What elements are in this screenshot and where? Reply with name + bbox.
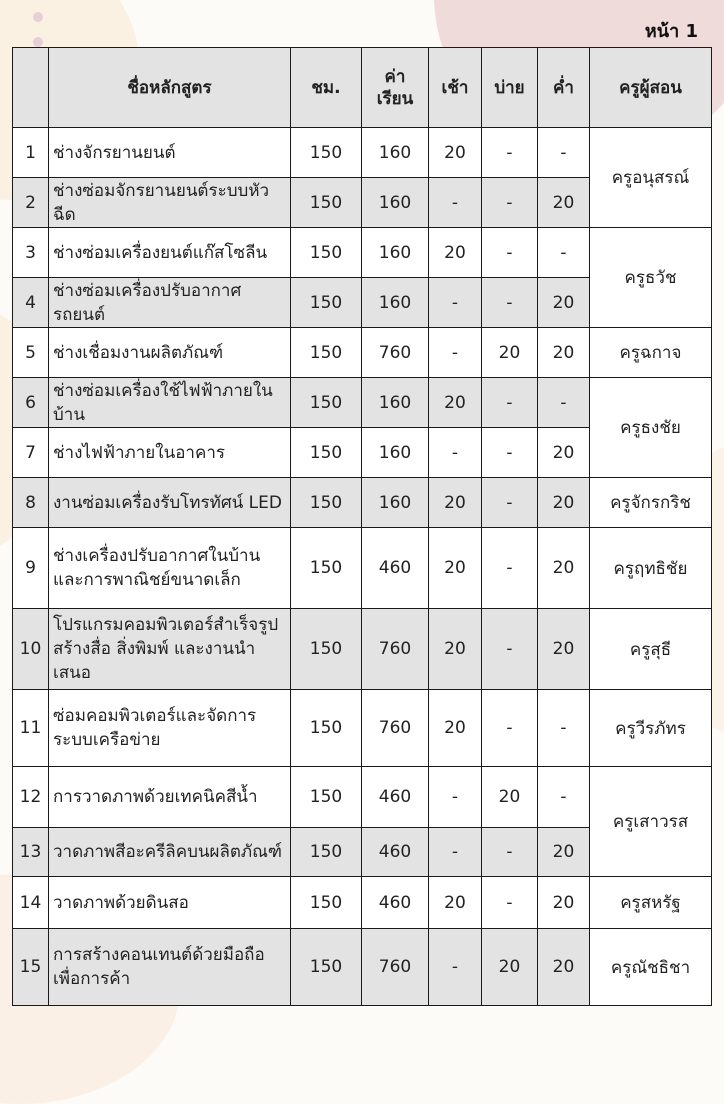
hours-cell: 150 — [291, 378, 362, 428]
morning-cell: 20 — [429, 877, 482, 929]
morning-cell: 20 — [429, 378, 482, 428]
hours-cell: 150 — [291, 609, 362, 690]
table-row — [13, 877, 712, 929]
morning-cell: - — [429, 178, 482, 228]
header-fee: ค่าเรียน — [362, 48, 429, 128]
morning-cell: - — [429, 328, 482, 378]
table-row — [13, 690, 712, 767]
course-name: การสร้างคอนเทนต์ด้วยมือถือ เพื่อการค้า — [49, 929, 291, 1006]
row-number: 5 — [13, 328, 49, 378]
hours-cell: 150 — [291, 877, 362, 929]
afternoon-cell: 20 — [482, 767, 538, 828]
afternoon-cell: 20 — [482, 328, 538, 378]
row-number: 4 — [13, 278, 49, 328]
afternoon-cell: - — [482, 828, 538, 877]
afternoon-cell: - — [482, 877, 538, 929]
teacher-cell: ครูธงชัย — [590, 378, 712, 478]
course-name: ช่างเครื่องปรับอากาศในบ้าน และการพาณิชย์ขนาดเล็ก — [49, 528, 291, 609]
course-name: ช่างไฟฟ้าภายในอาคาร — [49, 428, 291, 478]
course-name: วาดภาพสีอะครีลิคบนผลิตภัณฑ์ — [49, 828, 291, 877]
afternoon-cell: 20 — [482, 929, 538, 1006]
teacher-cell: ครูสุธี — [590, 609, 712, 690]
teacher-cell: ครูสหรัฐ — [590, 877, 712, 929]
fee-cell: 760 — [362, 609, 429, 690]
header-morning: เช้า — [429, 48, 482, 128]
morning-cell: 20 — [429, 128, 482, 178]
table-row — [13, 929, 712, 1006]
fee-cell: 760 — [362, 690, 429, 767]
afternoon-cell: - — [482, 178, 538, 228]
morning-cell: - — [429, 828, 482, 877]
course-name: ช่างซ่อมเครื่องยนต์แก๊สโซลีน — [49, 228, 291, 278]
hours-cell: 150 — [291, 478, 362, 528]
course-table — [12, 47, 712, 1006]
row-number: 11 — [13, 690, 49, 767]
table-body — [13, 128, 712, 1006]
table-row — [13, 609, 712, 690]
table-row — [13, 478, 712, 528]
teacher-cell: ครูอนุสรณ์ — [590, 128, 712, 228]
table-row — [13, 128, 712, 178]
row-number: 14 — [13, 877, 49, 929]
evening-cell: 20 — [538, 929, 590, 1006]
fee-cell: 160 — [362, 228, 429, 278]
table-row — [13, 228, 712, 278]
row-number: 13 — [13, 828, 49, 877]
row-number: 2 — [13, 178, 49, 228]
evening-cell: - — [538, 378, 590, 428]
row-number: 9 — [13, 528, 49, 609]
hours-cell: 150 — [291, 428, 362, 478]
row-number: 12 — [13, 767, 49, 828]
decor-dot — [33, 12, 43, 22]
header-row — [13, 48, 712, 128]
decor-dot — [33, 37, 43, 47]
hours-cell: 150 — [291, 228, 362, 278]
afternoon-cell: - — [482, 690, 538, 767]
evening-cell: 20 — [538, 328, 590, 378]
morning-cell: 20 — [429, 228, 482, 278]
header-hours: ชม. — [291, 48, 362, 128]
row-number: 8 — [13, 478, 49, 528]
fee-cell: 460 — [362, 767, 429, 828]
course-name: การวาดภาพด้วยเทคนิคสีน้ำ — [49, 767, 291, 828]
morning-cell: 20 — [429, 528, 482, 609]
afternoon-cell: - — [482, 128, 538, 178]
afternoon-cell: - — [482, 228, 538, 278]
table-row — [13, 528, 712, 609]
morning-cell: - — [429, 767, 482, 828]
header-no — [13, 48, 49, 128]
row-number: 1 — [13, 128, 49, 178]
morning-cell: - — [429, 929, 482, 1006]
afternoon-cell: - — [482, 278, 538, 328]
hours-cell: 150 — [291, 828, 362, 877]
evening-cell: 20 — [538, 528, 590, 609]
hours-cell: 150 — [291, 929, 362, 1006]
course-name: งานซ่อมเครื่องรับโทรทัศน์ LED — [49, 478, 291, 528]
afternoon-cell: - — [482, 378, 538, 428]
teacher-cell: ครูฉกาจ — [590, 328, 712, 378]
hours-cell: 150 — [291, 690, 362, 767]
teacher-cell: ครูธวัช — [590, 228, 712, 328]
evening-cell: - — [538, 690, 590, 767]
page-number: หน้า 1 — [644, 21, 698, 42]
evening-cell: 20 — [538, 609, 590, 690]
header-afternoon: บ่าย — [482, 48, 538, 128]
fee-cell: 160 — [362, 478, 429, 528]
course-name: ช่างซ่อมเครื่องปรับอากาศรถยนต์ — [49, 278, 291, 328]
row-number: 15 — [13, 929, 49, 1006]
table-row — [13, 767, 712, 828]
evening-cell: 20 — [538, 278, 590, 328]
morning-cell: 20 — [429, 609, 482, 690]
fee-cell: 460 — [362, 828, 429, 877]
course-name: ช่างซ่อมเครื่องใช้ไฟฟ้าภายในบ้าน — [49, 378, 291, 428]
course-name: โปรแกรมคอมพิวเตอร์สำเร็จรูป สร้างสื่อ สิ่งพิมพ์ และงานนำเสนอ — [49, 609, 291, 690]
hours-cell: 150 — [291, 767, 362, 828]
morning-cell: 20 — [429, 478, 482, 528]
table-row — [13, 378, 712, 428]
evening-cell: - — [538, 767, 590, 828]
evening-cell: 20 — [538, 828, 590, 877]
hours-cell: 150 — [291, 178, 362, 228]
teacher-cell: ครูวีรภัทร — [590, 690, 712, 767]
row-number: 6 — [13, 378, 49, 428]
evening-cell: - — [538, 128, 590, 178]
afternoon-cell: - — [482, 428, 538, 478]
afternoon-cell: - — [482, 609, 538, 690]
afternoon-cell: - — [482, 478, 538, 528]
morning-cell: - — [429, 278, 482, 328]
row-number: 10 — [13, 609, 49, 690]
header-teacher: ครูผู้สอน — [590, 48, 712, 128]
teacher-cell: ครูณัชธิชา — [590, 929, 712, 1006]
afternoon-cell: - — [482, 528, 538, 609]
hours-cell: 150 — [291, 328, 362, 378]
evening-cell: 20 — [538, 877, 590, 929]
row-number: 3 — [13, 228, 49, 278]
course-name: ซ่อมคอมพิวเตอร์และจัดการ ระบบเครือข่าย — [49, 690, 291, 767]
evening-cell: 20 — [538, 428, 590, 478]
hours-cell: 150 — [291, 128, 362, 178]
header-evening: ค่ำ — [538, 48, 590, 128]
course-name: วาดภาพด้วยดินสอ — [49, 877, 291, 929]
teacher-cell: ครูจักรกริช — [590, 478, 712, 528]
course-name: ช่างจักรยานยนต์ — [49, 128, 291, 178]
fee-cell: 160 — [362, 178, 429, 228]
fee-cell: 160 — [362, 278, 429, 328]
header-course: ชื่อหลักสูตร — [49, 48, 291, 128]
course-name: ช่างเชื่อมงานผลิตภัณฑ์ — [49, 328, 291, 378]
morning-cell: 20 — [429, 690, 482, 767]
evening-cell: 20 — [538, 178, 590, 228]
morning-cell: - — [429, 428, 482, 478]
hours-cell: 150 — [291, 528, 362, 609]
hours-cell: 150 — [291, 278, 362, 328]
fee-cell: 760 — [362, 328, 429, 378]
fee-cell: 160 — [362, 378, 429, 428]
fee-cell: 460 — [362, 528, 429, 609]
evening-cell: 20 — [538, 478, 590, 528]
teacher-cell: ครูฤทธิชัย — [590, 528, 712, 609]
fee-cell: 160 — [362, 128, 429, 178]
row-number: 7 — [13, 428, 49, 478]
fee-cell: 460 — [362, 877, 429, 929]
fee-cell: 760 — [362, 929, 429, 1006]
fee-cell: 160 — [362, 428, 429, 478]
evening-cell: - — [538, 228, 590, 278]
course-name: ช่างซ่อมจักรยานยนต์ระบบหัวฉีด — [49, 178, 291, 228]
table-row — [13, 328, 712, 378]
teacher-cell: ครูเสาวรส — [590, 767, 712, 877]
